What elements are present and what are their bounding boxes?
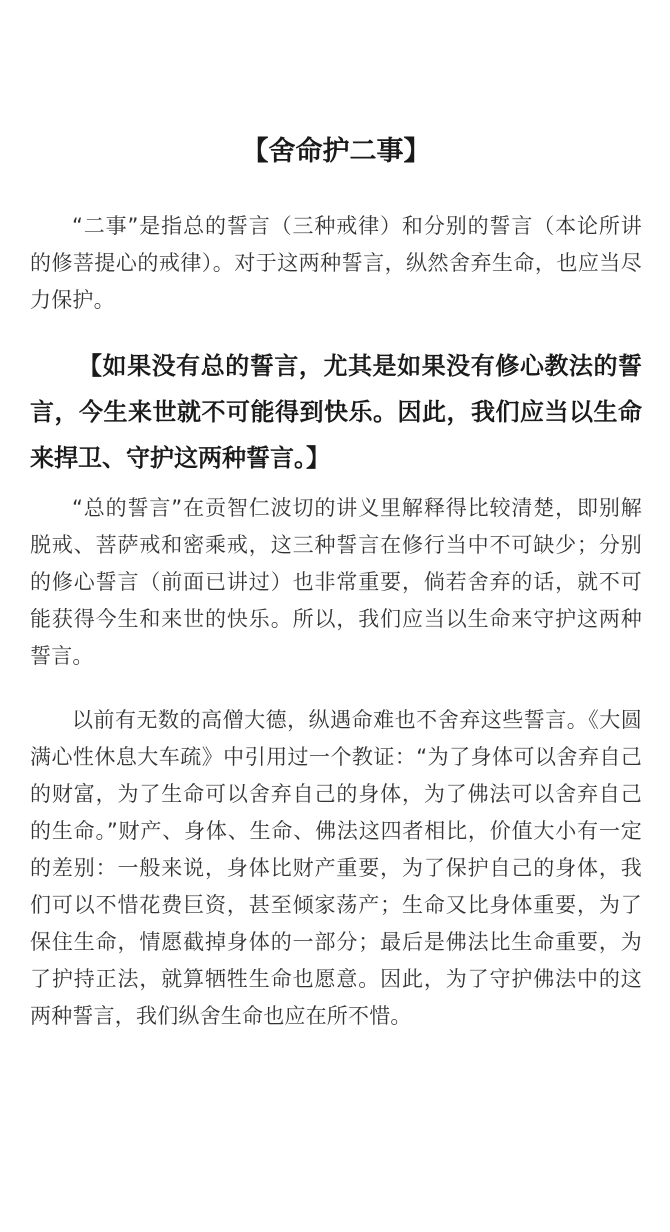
root-text-quote: 【如果没有总的誓言，尤其是如果没有修心教法的誓言，今生来世就不可能得到快乐。因此，我们应当以生命来捍卫、守护这两种誓言。】 [30,351,642,472]
explanation-paragraph-2: “总的誓言”在贡智仁波切的讲义里解释得比较清楚，即别解脱戒、菩萨戒和密乘戒，这三种誓言在修行当中不可缺少；分别的修心誓言（前面已讲过）也非常重要，倘若舍弃的话，就不可能获得今生和来世的快乐。所以，我们应当以生命来守护这两种誓言。 [30,496,642,668]
explanation-paragraph-1: “二事”是指总的誓言（三种戒律）和分别的誓言（本论所讲的修菩提心的戒律）。对于这两种誓言，纵然舍弃生命，也应当尽力保护。 [30,214,642,312]
section-title: 【舍命护二事】 [241,136,431,167]
explanation-paragraph-3: 以前有无数的高僧大德，纵遇命难也不舍弃这些誓言。《大圆满心性休息大车疏》中引用过一个教证：“为了身体可以舍弃自己的财富，为了生命可以舍弃自己的身体，为了佛法可以舍弃自己的生命。”财产、身体、生命、佛法这四者相比，价值大小有一定的差别：一般来说，身体比财产重要，为了保护自己的身体，我们可以不惜花费巨资，甚至倾家荡产；生命又比身体重要，为了保住生命，情愿截掉身体的一部分；最后是佛法比生命重要，为了护持正法，就算牺牲生命也愿意。因此，为了守护佛法中的这两种誓言，我们纵舍生命也应在所不惜。 [30,708,642,1028]
